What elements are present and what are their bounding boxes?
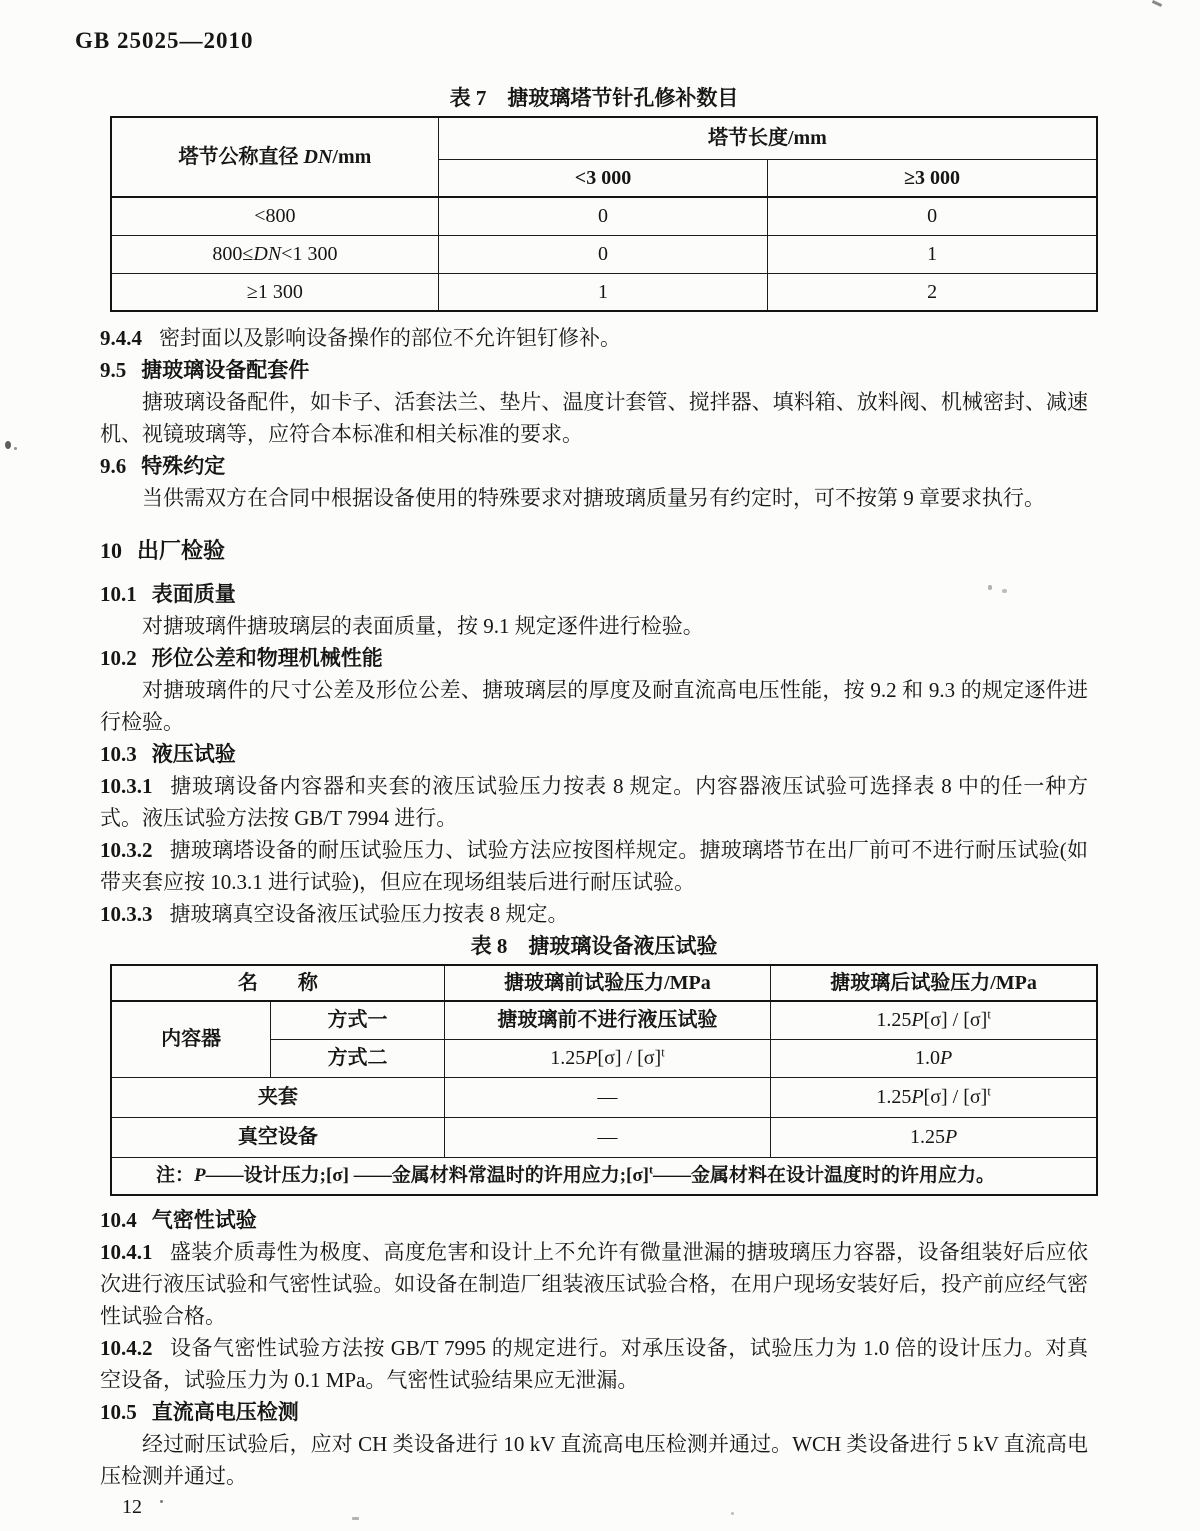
table8-vacuum-before: — [444, 1117, 770, 1157]
paragraph-9-6: 当供需双方在合同中根据设备使用的特殊要求对搪玻璃质量另有约定时，可不按第 9 章要求执行。 [142, 486, 1045, 510]
paragraph-10-1: 对搪玻璃件搪玻璃层的表面质量，按 9.1 规定逐件进行检验。 [142, 614, 704, 638]
heading-title: 表面质量 [151, 582, 236, 606]
table7-subheader-ge3000: ≥3 000 [768, 159, 1097, 197]
table8-header-row [111, 965, 1097, 1001]
clause-number: 9.4.4 [100, 326, 142, 350]
clause-10-3-3 [100, 898, 1088, 930]
table7-row2-v1: 0 [438, 235, 767, 273]
clause-number: 10.3.2 [100, 838, 153, 862]
heading-number: 10.3 [100, 742, 137, 766]
table7-row3-v2: 2 [768, 273, 1097, 311]
heading-number: 10.5 [100, 1400, 137, 1424]
clause-number: 10.4.1 [100, 1240, 153, 1264]
paragraph-10-2: 对搪玻璃件的尺寸公差及形位公差、搪玻璃层的厚度及耐直流高电压性能，按 9.2 和 9.3 的规定逐件进行检验。 [100, 678, 1088, 734]
clause-text: 搪玻璃真空设备液压试验压力按表 8 规定。 [169, 902, 569, 926]
doc-number: GB 25025—2010 [75, 28, 254, 53]
heading-10-3 [100, 738, 1088, 770]
heading-9-6 [100, 450, 1088, 482]
heading-number: 10.2 [100, 646, 137, 670]
table8-jacket-label: 夹套 [111, 1077, 444, 1117]
table-row [111, 197, 1097, 235]
clause-text: 搪玻璃塔设备的耐压试验压力、试验方法应按图样规定。搪玻璃塔节在出厂前可不进行耐压试验(如带夹套应按 10.3.1 进行试验)，但应在现场组装后进行耐压试验。 [100, 838, 1088, 894]
table7-span-header: 塔节长度/mm [438, 117, 1097, 159]
table7-row1-v1: 0 [438, 197, 767, 235]
clause-10-3-1 [100, 770, 1088, 834]
heading-number: 9.5 [100, 358, 127, 382]
table7-row2-v2: 1 [768, 235, 1097, 273]
table7-subheader-lt3000: <3 000 [438, 159, 767, 197]
scan-artifact [352, 1517, 359, 1520]
chapter-10-heading [100, 534, 1088, 568]
clause-text: 设备气密性试验方法按 GB/T 7995 的规定进行。对承压设备，试验压力为 1.0 倍的设计压力。对真空设备，试验压力为 0.1 MPa。气密性试验结果应无泄漏。 [100, 1336, 1088, 1392]
heading-title: 液压试验 [151, 742, 236, 766]
table7-title: 表 7 搪玻璃塔节针孔修补数目 [449, 86, 739, 110]
table8-before-header: 搪玻璃前试验压力/MPa [444, 965, 770, 1001]
table8-note-row [111, 1157, 1097, 1195]
heading-9-5 [100, 354, 1088, 386]
scan-artifact [988, 585, 992, 590]
table7-row1-v2: 0 [768, 197, 1097, 235]
table8-vacuum-after: 1.25P [771, 1117, 1097, 1157]
table8-mode2-before: $1.25P[\sigma] / [\sigma]^t$ [444, 1039, 770, 1077]
heading-10-4 [100, 1204, 1088, 1236]
heading-title: 特殊约定 [141, 454, 226, 478]
heading-number: 10.4 [100, 1208, 137, 1232]
table-row [111, 1117, 1097, 1157]
table8-after-header: 搪玻璃后试验压力/MPa [771, 965, 1097, 1001]
scan-artifact [5, 441, 11, 449]
table7-row3-v1: 1 [438, 273, 767, 311]
chapter-number: 10 [100, 538, 122, 563]
table7-row1-label: <800 [111, 197, 438, 235]
table8-mode1-after: $1.25P[\sigma] / [\sigma]^t$ [771, 1001, 1097, 1039]
table7-row3-label: ≥1 300 [111, 273, 438, 311]
table7 [110, 116, 1098, 312]
heading-title: 形位公差和物理机械性能 [151, 646, 383, 670]
scan-artifact [1152, 0, 1162, 7]
table8-name-header: 名 称 [111, 965, 444, 1001]
table8-title: 表 8 搪玻璃设备液压试验 [470, 934, 718, 958]
clause-text: 密封面以及影响设备操作的部位不允许钽钉修补。 [159, 326, 621, 350]
heading-number: 10.1 [100, 582, 137, 606]
heading-title: 气密性试验 [151, 1208, 257, 1232]
table8-mode1-label: 方式一 [271, 1001, 445, 1039]
clause-number: 10.4.2 [100, 1336, 153, 1360]
heading-number: 9.6 [100, 454, 127, 478]
table-row [111, 235, 1097, 273]
heading-10-1 [100, 578, 1088, 610]
table8-mode1-before: 搪玻璃前不进行液压试验 [444, 1001, 770, 1039]
table8-note: 注：P——设计压力;[σ] ——金属材料常温时的许用应力$;[\sigma]^t——$金属材料在设计温度时的许用应力。 [111, 1157, 1097, 1195]
heading-title: 直流高电压检测 [151, 1400, 299, 1424]
table-row [111, 1077, 1097, 1117]
table7-header-row1 [111, 117, 1097, 159]
paragraph-10-5: 经过耐压试验后，应对 CH 类设备进行 10 kV 直流高电压检测并通过。WCH 类设备进行 5 kV 直流高电压检测并通过。 [100, 1432, 1088, 1488]
heading-10-2 [100, 642, 1088, 674]
clause-10-4-1 [100, 1236, 1088, 1332]
clause-9-4-4 [100, 322, 1088, 354]
page-number: 12 [122, 1496, 142, 1518]
table8-jacket-before: — [444, 1077, 770, 1117]
table8-mode2-label: 方式二 [271, 1039, 445, 1077]
clause-10-3-2 [100, 834, 1088, 898]
table8-inner-label: 内容器 [111, 1001, 271, 1077]
table7-col1-header: 塔节公称直径 DN/mm [111, 117, 438, 197]
table8-vacuum-label: 真空设备 [111, 1117, 444, 1157]
table-row [111, 1001, 1097, 1039]
chapter-title: 出厂检验 [137, 538, 226, 563]
heading-title: 搪玻璃设备配套件 [141, 358, 310, 382]
scan-artifact [14, 447, 17, 450]
scan-artifact [160, 1500, 163, 1503]
clause-10-4-2 [100, 1332, 1088, 1396]
scan-artifact [1002, 589, 1007, 593]
scan-artifact [731, 1512, 734, 1515]
table7-row2-label: 800≤DN<1 300 [111, 235, 438, 273]
clause-number: 10.3.3 [100, 902, 153, 926]
heading-10-5 [100, 1396, 1088, 1428]
clause-number: 10.3.1 [100, 774, 153, 798]
table8-jacket-after: $1.25P[\sigma] / [\sigma]^t$ [771, 1077, 1097, 1117]
paragraph-9-5: 搪玻璃设备配件，如卡子、活套法兰、垫片、温度计套管、搅拌器、填料箱、放料阀、机械密封、减速机、视镜玻璃等，应符合本标准和相关标准的要求。 [100, 390, 1088, 446]
clause-text: 盛装介质毒性为极度、高度危害和设计上不允许有微量泄漏的搪玻璃压力容器，设备组装好后应依次进行液压试验和气密性试验。如设备在制造厂组装液压试验合格，在用户现场安装好后，投产前应经气密性试验合格。 [100, 1240, 1088, 1328]
table-row [111, 273, 1097, 311]
table8-mode2-after: 1.0P [771, 1039, 1097, 1077]
clause-text: 搪玻璃设备内容器和夹套的液压试验压力按表 8 规定。内容器液压试验可选择表 8 中的任一种方式。液压试验方法按 GB/T 7994 进行。 [100, 774, 1088, 830]
table8 [110, 964, 1098, 1196]
